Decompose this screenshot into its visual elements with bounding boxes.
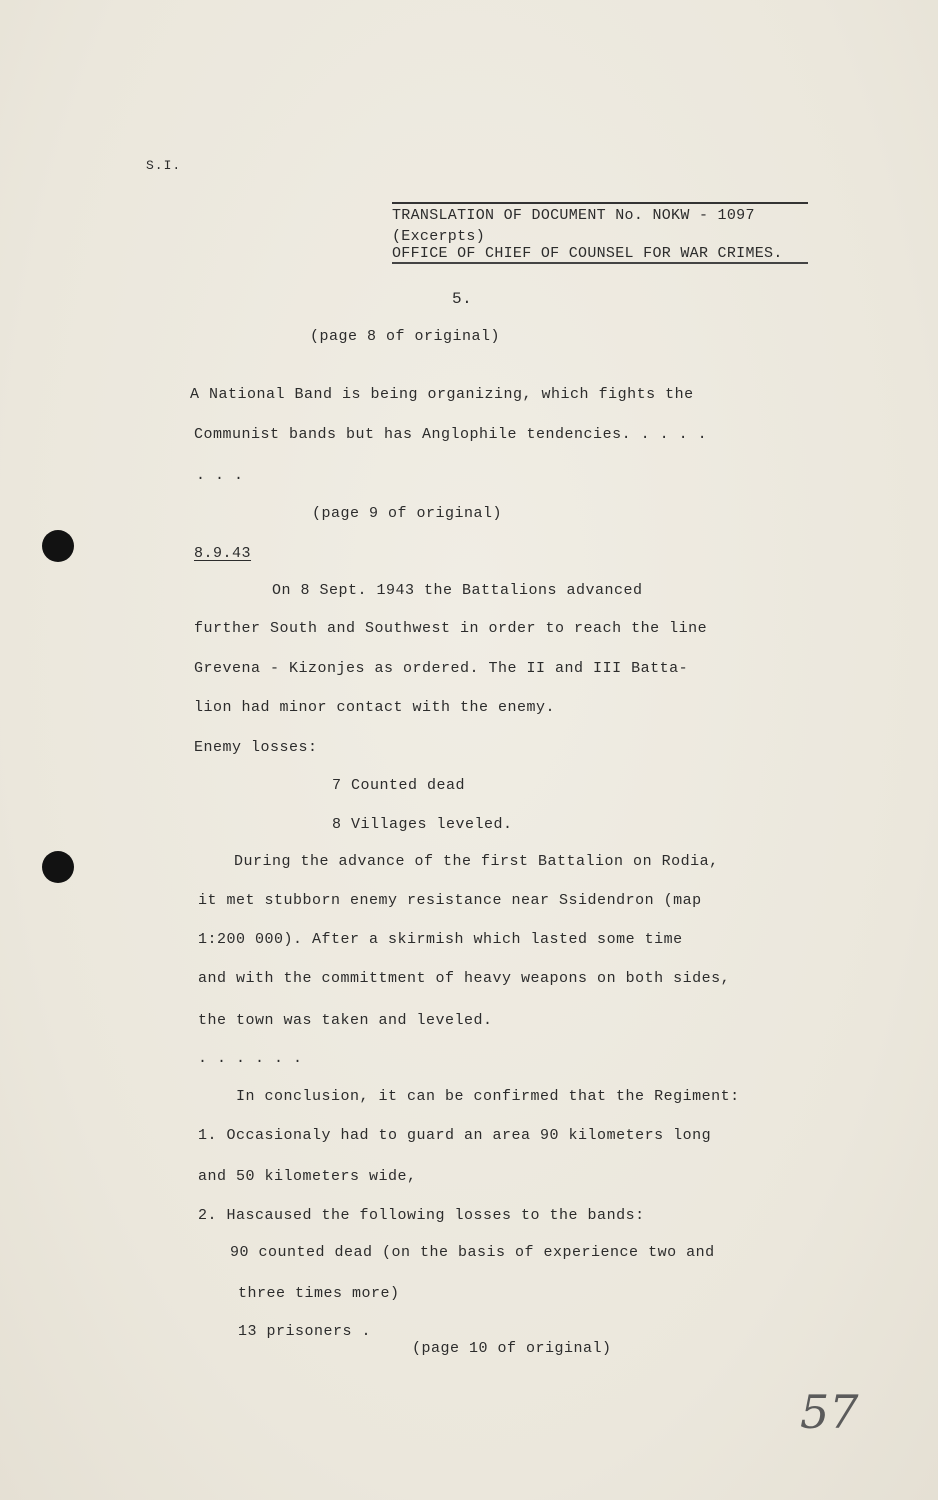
handwritten-folio-number: 57 [800, 1385, 859, 1439]
item-2-dead-line-2: three times more) [238, 1285, 400, 1302]
page-10-label: (page 10 of original) [412, 1340, 612, 1357]
item-1-line-1: 1. Occasionaly had to guard an area 90 kilometers long [198, 1127, 712, 1144]
para-advance-line-4: and with the committment of heavy weapons on both sides, [198, 970, 731, 987]
conclusion-line: In conclusion, it can be confirmed that the Regiment: [236, 1088, 740, 1105]
translation-heading: TRANSLATION OF DOCUMENT No. NOKW - 1097 [392, 207, 755, 224]
header-top-rule [392, 202, 808, 204]
para-sept-line-2: further South and Southwest in order to reach the line [194, 620, 708, 637]
para-sept-line-3: Grevena - Kizonjes as ordered. The II and III Batta- [194, 660, 689, 677]
punch-hole-lower [42, 851, 74, 883]
para-advance-line-1: During the advance of the first Battalion on Rodia, [234, 853, 719, 870]
header-bottom-rule [392, 262, 808, 264]
page-8-label: (page 8 of original) [310, 328, 501, 345]
corner-mark: S.I. [146, 158, 182, 173]
item-1-line-2: and 50 kilometers wide, [198, 1168, 417, 1185]
page-9-label: (page 9 of original) [312, 505, 503, 522]
ellipsis-1: . . . [196, 467, 244, 484]
para-sept-line-1: On 8 Sept. 1943 the Battalions advanced [272, 582, 643, 599]
para-advance-line-2: it met stubborn enemy resistance near Ssidendron (map [198, 892, 702, 909]
office-heading: OFFICE OF CHIEF OF COUNSEL FOR WAR CRIMES. [392, 245, 783, 262]
para-sept-line-4: lion had minor contact with the enemy. [194, 699, 556, 716]
national-band-line-1: A National Band is being organizing, which fights the [190, 386, 694, 403]
loss-villages: 8 Villages leveled. [332, 816, 513, 833]
excerpts-label: (Excerpts) [392, 228, 486, 245]
item-2-line-1: 2. Hascaused the following losses to the bands: [198, 1207, 645, 1224]
page-number: 5. [452, 290, 473, 308]
item-2-prisoners: 13 prisoners . [238, 1323, 372, 1340]
national-band-line-2: Communist bands but has Anglophile tendencies. . . . . [194, 426, 708, 443]
punch-hole-upper [42, 530, 74, 562]
item-2-dead-line-1: 90 counted dead (on the basis of experience two and [230, 1244, 715, 1261]
ellipsis-2: . . . . . . [198, 1050, 303, 1067]
enemy-losses-label: Enemy losses: [194, 739, 318, 756]
para-advance-line-3: 1:200 000). After a skirmish which lasted some time [198, 931, 683, 948]
loss-dead: 7 Counted dead [332, 777, 466, 794]
para-advance-line-5: the town was taken and leveled. [198, 1012, 493, 1029]
date-heading: 8.9.43 [194, 545, 252, 562]
